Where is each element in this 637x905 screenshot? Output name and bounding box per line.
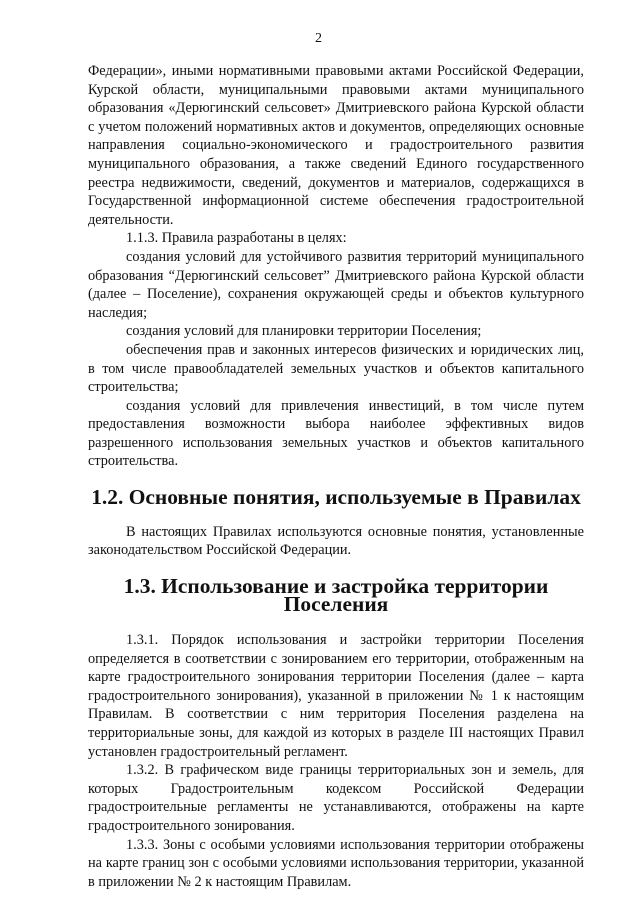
paragraph-goal-rights: обеспечения прав и законных интересов физических и юридических лиц, в том числе правообладателей земельных участков и объектов капитального строительства; bbox=[88, 341, 584, 396]
paragraph-1-3-3: 1.3.3. Зоны с особыми условиями использования территории отображены на карте границ зон с особыми условиями использования территории, указанной в приложении № 2 к настоящим Правилам. bbox=[88, 836, 584, 890]
paragraph-intro-continuation: Федерации», иными нормативными правовыми актами Российской Федерации, Курской области, муниципальными правовыми актами муниципального образования «Дерюгинский сельсовет» Дмитриевского района Курской области с учетом положений нормативных актов и документов, определяющих основные направления социально-экономического и градостроительного развития муниципального образования, а также сведений Единого государственного реестра недвижимости, сведений, документов и материалов, содержащихся в Государственной информационной системе обеспечения градостроительной деятельности. bbox=[88, 63, 584, 228]
section-heading-1-2: 1.2. Основные понятия, используемые в Правилах bbox=[91, 485, 581, 510]
document-body bbox=[88, 62, 584, 891]
section-heading-1-3: 1.3. Использование и застройка территории Поселения bbox=[123, 573, 549, 617]
paragraph-basic-concepts: В настоящих Правилах используются основные понятия, установленные законодательством Российской Федерации. bbox=[88, 523, 584, 559]
page-number: 2 bbox=[315, 31, 322, 46]
paragraph-goal-sustainable-development: создания условий для устойчивого развития территорий муниципального образования “Дерюгинский сельсовет” Дмитриевского района Курской области (далее – Поселение), сохранения окружающей среды и объектов культурного наследия; bbox=[88, 248, 584, 321]
paragraph-1-3-2: 1.3.2. В графическом виде границы территориальных зон и земель, для которых Градостроительным кодексом Российской Федерации градостроительные регламенты не устанавливаются, отображены на карте градостроительного зонирования. bbox=[88, 762, 584, 834]
paragraph-goals-lead: 1.1.3. Правила разработаны в целях: bbox=[126, 230, 347, 247]
paragraph-1-3-1: 1.3.1. Порядок использования и застройки территории Поселения определяется в соответствии с зонированием его территории, отображенным на карте градостроительного зонирования территории Поселения (далее – карта градостроительного зонирования), указанной в приложении № 1 к настоящим Правилам. В соответствии с ним территория Поселения разделена на территориальные зоны, для каждой из которых в разделе III настоящих Правил установлен градостроительный регламент. bbox=[88, 632, 584, 760]
paragraph-goal-planning: создания условий для планировки территории Поселения; bbox=[126, 323, 482, 340]
paragraph-goal-investments: создания условий для привлечения инвестиций, в том числе путем предоставления возможности выбора наиболее эффективных видов разрешенного использования земельных участков и объектов капитального строительства. bbox=[88, 397, 584, 470]
